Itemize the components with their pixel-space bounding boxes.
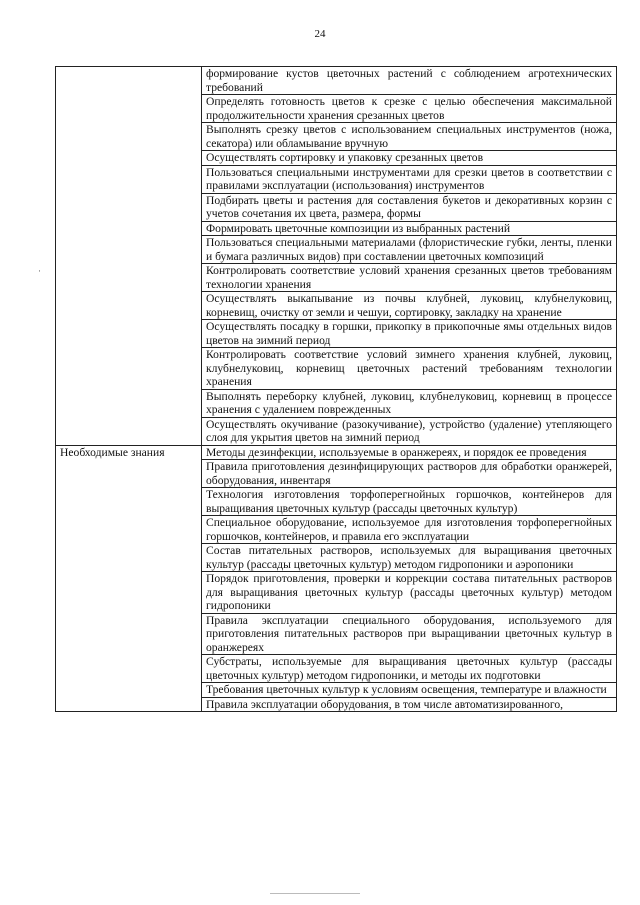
page-number: 24 bbox=[314, 28, 326, 40]
requirements-table bbox=[55, 66, 617, 712]
requirement-cell: Подбирать цветы и растения для составления букетов и декоративных корзин с учетов сочетания их цвета, размера, формы bbox=[202, 193, 617, 221]
requirement-cell: Правила приготовления дезинфицирующих растворов для обработки оранжерей, оборудования, инвентаря bbox=[202, 460, 617, 488]
section-label-cell bbox=[56, 67, 202, 446]
section-label-cell: Необходимые знания bbox=[56, 445, 202, 712]
requirement-cell: Пользоваться специальными инструментами для срезки цветов в соответствии с правилами эксплуатации (использования) инструментов bbox=[202, 165, 617, 193]
requirement-cell: Состав питательных растворов, используемых для выращивания цветочных культур (рассады цветочных культур) методом гидропоники и аэропоники bbox=[202, 544, 617, 572]
requirement-cell: Контролировать соответствие условий зимнего хранения клубней, луковиц, клубнелуковиц, корневищ цветочных растений требованиям технологии хранения bbox=[202, 348, 617, 390]
scan-artifact bbox=[270, 893, 360, 897]
requirement-cell: Правила эксплуатации специального оборудования, используемого для приготовления питательных растворов при выращивании цветочных культур в оранжереях bbox=[202, 613, 617, 655]
requirement-cell: Специальное оборудование, используемое для изготовления торфоперегнойных горшочков, контейнеров, и правила его эксплуатации bbox=[202, 516, 617, 544]
requirement-cell: Технология изготовления торфоперегнойных горшочков, контейнеров для выращивания цветочных культур (рассады цветочных культур) bbox=[202, 488, 617, 516]
requirement-cell: Осуществлять выкапывание из почвы клубней, луковиц, клубнелуковиц, корневищ, очистку от земли и чешуи, сортировку, закладку на хранение bbox=[202, 292, 617, 320]
requirement-cell: Правила эксплуатации оборудования, в том числе автоматизированного, bbox=[202, 697, 617, 712]
requirement-cell: Субстраты, используемые для выращивания цветочных культур (рассады цветочных культур) методом гидропоники, и методы их подготовки bbox=[202, 655, 617, 683]
table-body bbox=[56, 67, 617, 712]
requirement-cell: Осуществлять сортировку и упаковку срезанных цветов bbox=[202, 151, 617, 166]
table-row bbox=[56, 67, 617, 95]
requirement-cell: формирование кустов цветочных растений с соблюдением агротехнических требований bbox=[202, 67, 617, 95]
requirement-cell: Выполнять переборку клубней, луковиц, клубнелуковиц, корневищ в процессе хранения с удалением поврежденных bbox=[202, 389, 617, 417]
requirement-cell: Определять готовность цветов к срезке с целью обеспечения максимальной продолжительности хранения срезанных цветов bbox=[202, 95, 617, 123]
requirement-cell: Пользоваться специальными материалами (флористические губки, ленты, пленки и бумага различных видов) при составлении цветочных композиций bbox=[202, 236, 617, 264]
requirement-cell: Контролировать соответствие условий хранения срезанных цветов требованиям технологии хранения bbox=[202, 264, 617, 292]
requirement-cell: Методы дезинфекции, используемые в оранжереях, и порядок ее проведения bbox=[202, 445, 617, 460]
table-row bbox=[56, 445, 617, 460]
requirement-cell: Осуществлять окучивание (разокучивание), устройство (удаление) утепляющего слоя для укрытия цветов на зимний период bbox=[202, 417, 617, 445]
requirement-cell: Формировать цветочные композиции из выбранных растений bbox=[202, 221, 617, 236]
requirement-cell: Выполнять срезку цветов с использованием специальных инструментов (ножа, секатора) или обламывание вручную bbox=[202, 123, 617, 151]
requirement-cell: Осуществлять посадку в горшки, прикопку в прикопочные ямы отдельных видов цветов на зимний период bbox=[202, 320, 617, 348]
margin-mark: · bbox=[38, 266, 41, 276]
requirement-cell: Требования цветочных культур к условиям освещения, температуре и влажности bbox=[202, 683, 617, 698]
requirement-cell: Порядок приготовления, проверки и коррекции состава питательных растворов для выращивания цветочных культур (рассады цветочных культур) методом гидропоники bbox=[202, 572, 617, 614]
